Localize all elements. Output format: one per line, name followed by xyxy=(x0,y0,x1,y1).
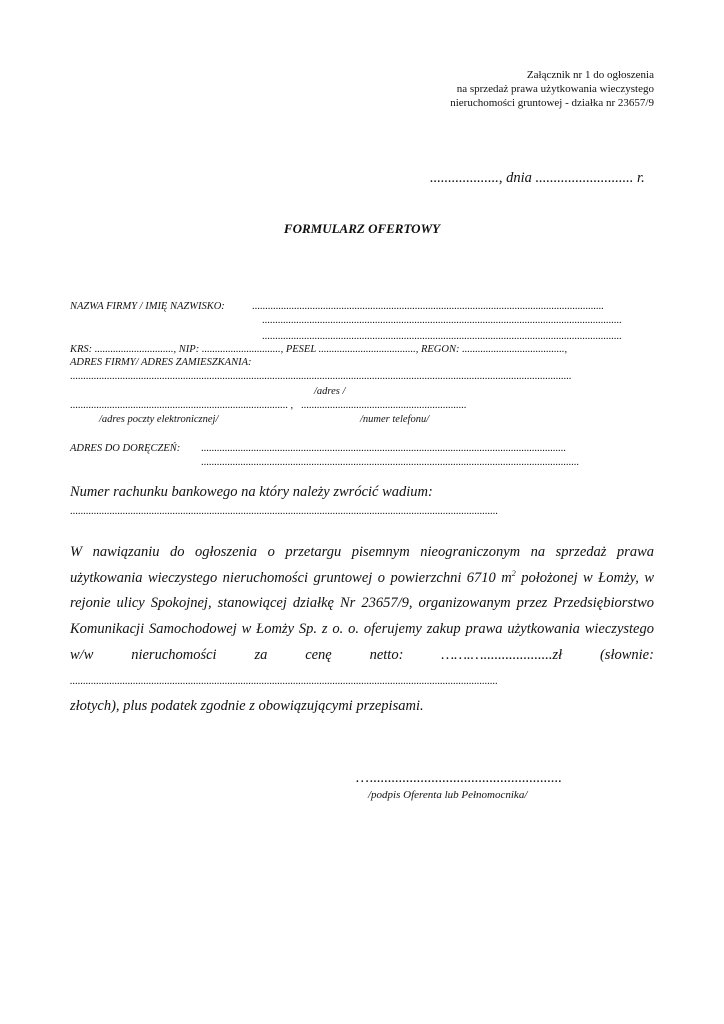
offer-line-4: Komunikacji Samochodowej w Łomży Sp. z o. o. oferujemy zakup prawa użytkowania wieczystego xyxy=(70,621,654,638)
address-label: ADRES FIRMY/ ADRES ZAMIESZKANIA: xyxy=(70,357,252,368)
annex-line-2: na sprzedaż prawa użytkowania wieczystego xyxy=(456,83,654,95)
address-field[interactable]: ............................................................................................................................................................................................... xyxy=(70,371,572,382)
price-field[interactable]: …….…...................zł xyxy=(441,646,563,663)
name-label: NAZWA FIRMY / IMIĘ NAZWISKO: xyxy=(70,301,225,312)
annex-line-1: Załącznik nr 1 do ogłoszenia xyxy=(526,69,654,81)
offer-line-2: użytkowania wieczystego nieruchomości gruntowej o powierzchni 6710 $m^2$ położonej w Łomży, w xyxy=(70,568,654,586)
offer-line-5 xyxy=(70,643,654,669)
signature-field[interactable]: …..................................................... xyxy=(355,770,562,786)
delivery-label: ADRES DO DORĘCZEŃ: xyxy=(70,443,181,454)
offer-line-7: złotych), plus podatek zgodnie z obowiązującymi przepisami. xyxy=(70,698,424,715)
offer-word-for: za xyxy=(254,646,268,663)
name-field-line-1[interactable]: ...................................................................................................................................... xyxy=(252,301,604,312)
annex-note xyxy=(450,68,654,110)
email-caption: /adres poczty elektronicznej/ xyxy=(99,414,219,425)
form-title: FORMULARZ OFERTOWY xyxy=(283,221,441,236)
offer-word-property: nieruchomości xyxy=(131,646,217,663)
delivery-field-line-1[interactable]: ........................................................................................................................................... xyxy=(201,443,566,454)
bank-account-label: Numer rachunku bankowego na który należy zwrócić wadium: xyxy=(70,484,433,500)
offer-word-price: cenę xyxy=(305,646,332,663)
offer-word-in-words: (słownie: xyxy=(599,646,654,663)
email-field[interactable]: ................................................................................... , xyxy=(70,400,294,411)
bank-account-field[interactable]: ................................................................................................................................................................... xyxy=(70,506,498,517)
offer-line-1: W nawiązaniu do ogłoszenia o przetargu pisemnym nieograniczonym na sprzedaż prawa xyxy=(70,544,654,560)
price-in-words-field[interactable]: ................................................................................................................................................................... xyxy=(70,675,498,687)
name-field-line-3[interactable]: ......................................................................................................................................... xyxy=(262,331,622,342)
address-caption: /adres / xyxy=(314,386,346,397)
ids-line[interactable]: KRS: .............................., NIP: .............................., PESEL ....................................., REGON: ......................................., xyxy=(70,344,568,355)
phone-caption: /numer telefonu/ xyxy=(360,414,430,425)
area-unit-superscript: 2 xyxy=(511,568,516,578)
name-field-line-2[interactable]: ......................................................................................................................................... xyxy=(262,315,622,326)
phone-field[interactable]: ............................................................... xyxy=(301,400,467,411)
offer-word-ww: w/w xyxy=(70,646,94,663)
signature-caption: /podpis Oferenta lub Pełnomocnika/ xyxy=(368,789,528,801)
annex-line-3: nieruchomości gruntowej - działka nr 23657/9 xyxy=(450,97,654,109)
offer-paragraph xyxy=(70,540,654,720)
delivery-field-line-2[interactable]: ................................................................................................................................................ xyxy=(201,457,579,468)
date-line: ..................., dnia ........................... r. xyxy=(430,170,645,186)
offer-word-net: netto: xyxy=(369,646,404,663)
offer-line-3: rejonie ulicy Spokojnej, stanowiącej działkę Nr 23657/9, organizowanym przez Przedsiębiorstwo xyxy=(70,595,654,612)
